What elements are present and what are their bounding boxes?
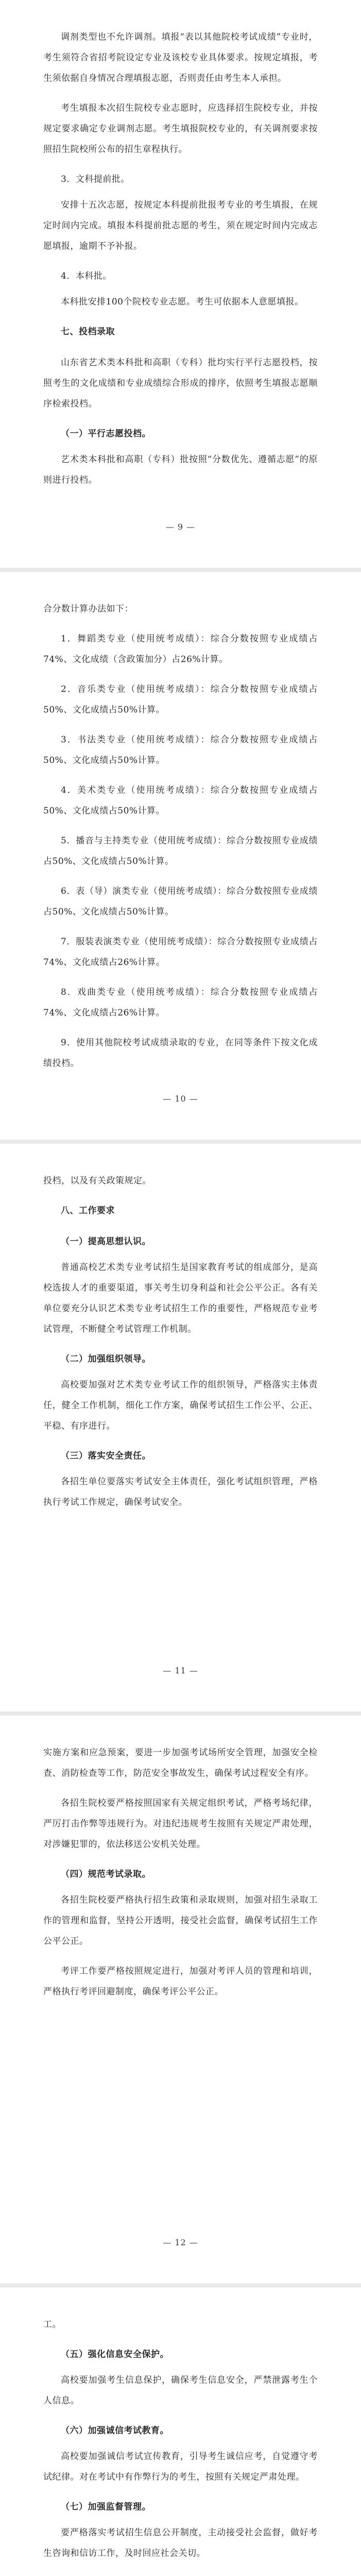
page-number: — 10 —	[163, 1094, 198, 1104]
page-number: — 12 —	[163, 2238, 198, 2247]
paragraph: 各招生单位要落实考试安全主体责任，强化考试组织管理，严格执行考试工作规定，确保考试安全。	[43, 1477, 318, 1507]
document-page-3	[0, 1144, 361, 1711]
paragraph: 各招生院校要严格按照国家有关规定组织考试，严格考场纪律，严厉打击作弊等违规行为。对违纪违规考生按照有关规定严肃处理，对涉嫌犯罪的，依法移送公安机关处理。	[43, 1798, 318, 1850]
paragraph: 安排十五次志愿，按规定本科提前批报考专业的考生填报，在规定时间内完成。填报本科提前批志愿的考生，须在规定时间内完成志愿填报，逾期不予补报。	[43, 200, 318, 251]
list-item: 7．服装表演类专业（使用统考成绩）：综合分数按照专业成绩占74%、文化成绩占26%计算。	[43, 937, 318, 968]
document-page-2	[0, 572, 361, 1140]
paragraph: 本科批安排100个院校专业志愿。考生可依据本人意愿填报。	[61, 297, 304, 307]
paragraph: 艺术类本科批和高职（专科）批按照“分数优先、遵循志愿”的原则进行投档。	[43, 454, 318, 485]
paragraph: 调剂类型也不允许调剂。填报“表以其他院校考试成绩”专业时，考生须符合省招考院设定专业及该校专业具体要求。按规定填报，考生须依据自身情况合理填报志愿，否则责任由考生本人承担。	[43, 32, 318, 83]
list-item-heading: 4．本科批。	[61, 271, 112, 281]
list-item: 6．表（导）演类专业（使用统考成绩）：综合分数按照专业成绩占50%、文化成绩占50%计算。	[43, 886, 318, 917]
section-heading: 八、工作要求	[61, 1206, 115, 1216]
paragraph: 高校要加强诚信考试宣传教育，引导考生诚信应考，自觉遵守考试纪律。对在考试中有作弊行为的考生，按照有关规定严肃处理。	[43, 2451, 318, 2482]
paragraph: 考生填报本次招生院校专业志愿时，应选择招生院校专业，并按规定要求确定专业调剂志愿。考生填报院校专业的，有关调剂要求按照招生院校所公布的招生章程执行。	[43, 103, 318, 155]
subsection-heading: （一）提高思想认识。	[61, 1236, 151, 1247]
paragraph: 高校要加强考生信息保护，确保考生信息安全，严禁泄露考生个人信息。	[43, 2375, 318, 2406]
subsection-heading: （四）规范考试录取。	[61, 1869, 151, 1879]
list-item: 2．音乐类专业（使用统考成绩）：综合分数按照专业成绩占50%、文化成绩占50%计算。	[43, 684, 318, 715]
section-heading: 七、投档录取	[61, 327, 115, 337]
subsection-heading: （三）落实安全责任。	[61, 1451, 151, 1461]
paragraph: 各招生院校要严格执行招生政策和录取规则，加强对招生录取工作的管理和监督，坚持公开透明，接受社会监督，确保考试招生工作公平公正。	[43, 1895, 318, 1946]
document-page-1	[0, 0, 361, 568]
subsection-heading: （二）加强组织领导。	[61, 1354, 151, 1364]
page-number: — 11 —	[163, 1666, 198, 1675]
list-item: 4．美术类专业（使用统考成绩）：综合分数按照专业成绩占50%、文化成绩占50%计算。	[43, 785, 318, 816]
paragraph: 实施方案和应急预案，要进一步加强考试场所安全管理，加强安全检查、消防检查等工作，防范安全事故发生，确保考试过程安全有序。	[43, 1748, 318, 1778]
subsection-heading: （五）强化信息安全保护。	[61, 2349, 169, 2360]
document-page-4	[0, 1716, 361, 2283]
paragraph: 山东省艺术类本科批和高职（专科）批均实行平行志愿投档，按照考生的文化成绩和专业成绩综合形成的排序，依照考生填报志愿顺序检索投档。	[43, 358, 318, 409]
list-item: 1．舞蹈类专业（使用统考成绩）：综合分数按照专业成绩占74%、文化成绩（含政策加分）占26%计算。	[43, 634, 318, 665]
subsection-heading: （一）平行志愿投档。	[61, 429, 151, 439]
subsection-heading	[43, 2573, 318, 2576]
paragraph: 高校要加强对艺术类专业考试工作的组织领导，严格落实主体责任，健全工作机制，细化工作方案，确保考试招生工作公平、公正、平稳、有序进行。	[43, 1380, 318, 1431]
paragraph: 要严格落实考试招生信息公开制度，主动接受社会监督，做好考生咨询和信访工作，及时回应社会关切。	[43, 2528, 318, 2558]
paragraph: 投档，以及有关政策规定。	[43, 1176, 151, 1186]
paragraph: 合分数计算办法如下：	[43, 604, 133, 614]
list-item: 8．戏曲类专业（使用统考成绩）：综合分数按照专业成绩占74%、文化成绩占26%计算。	[43, 987, 318, 1018]
list-item: 3．书法类专业（使用统考成绩）：综合分数按照专业成绩占50%、文化成绩占50%计算。	[43, 735, 318, 766]
document-page-5	[0, 2287, 361, 2576]
list-item-heading: 3．文科提前批。	[61, 174, 130, 184]
subsection-heading: （六）加强诚信考试教育。	[61, 2426, 169, 2436]
paragraph: 普通高校艺术类专业考试招生是国家教育考试的组成部分，是高校选拔人才的重要渠道，事关考生切身利益和社会公平公正。各有关单位要充分认识艺术类专业考试招生工作的重要性，严格规范专业考试管理，不断健全考试管理工作机制。	[43, 1262, 318, 1334]
list-item: 5．播音与主持类专业（使用统考成绩）：综合分数按照专业成绩占50%、文化成绩占50%计算。	[43, 836, 318, 867]
page-number: — 9 —	[165, 522, 196, 532]
paragraph: 9．使用其他院校考试成绩录取的专业，在同等条件下按文化成绩投档。	[43, 1038, 318, 1069]
paragraph: 工。	[43, 2319, 61, 2330]
paragraph: 考评工作要严格按照规定进行，加强对考评人员的管理和培训，严格执行考评回避制度，确保考评公平公正。	[43, 1966, 318, 1997]
subsection-heading: （七）加强监督管理。	[61, 2502, 151, 2512]
